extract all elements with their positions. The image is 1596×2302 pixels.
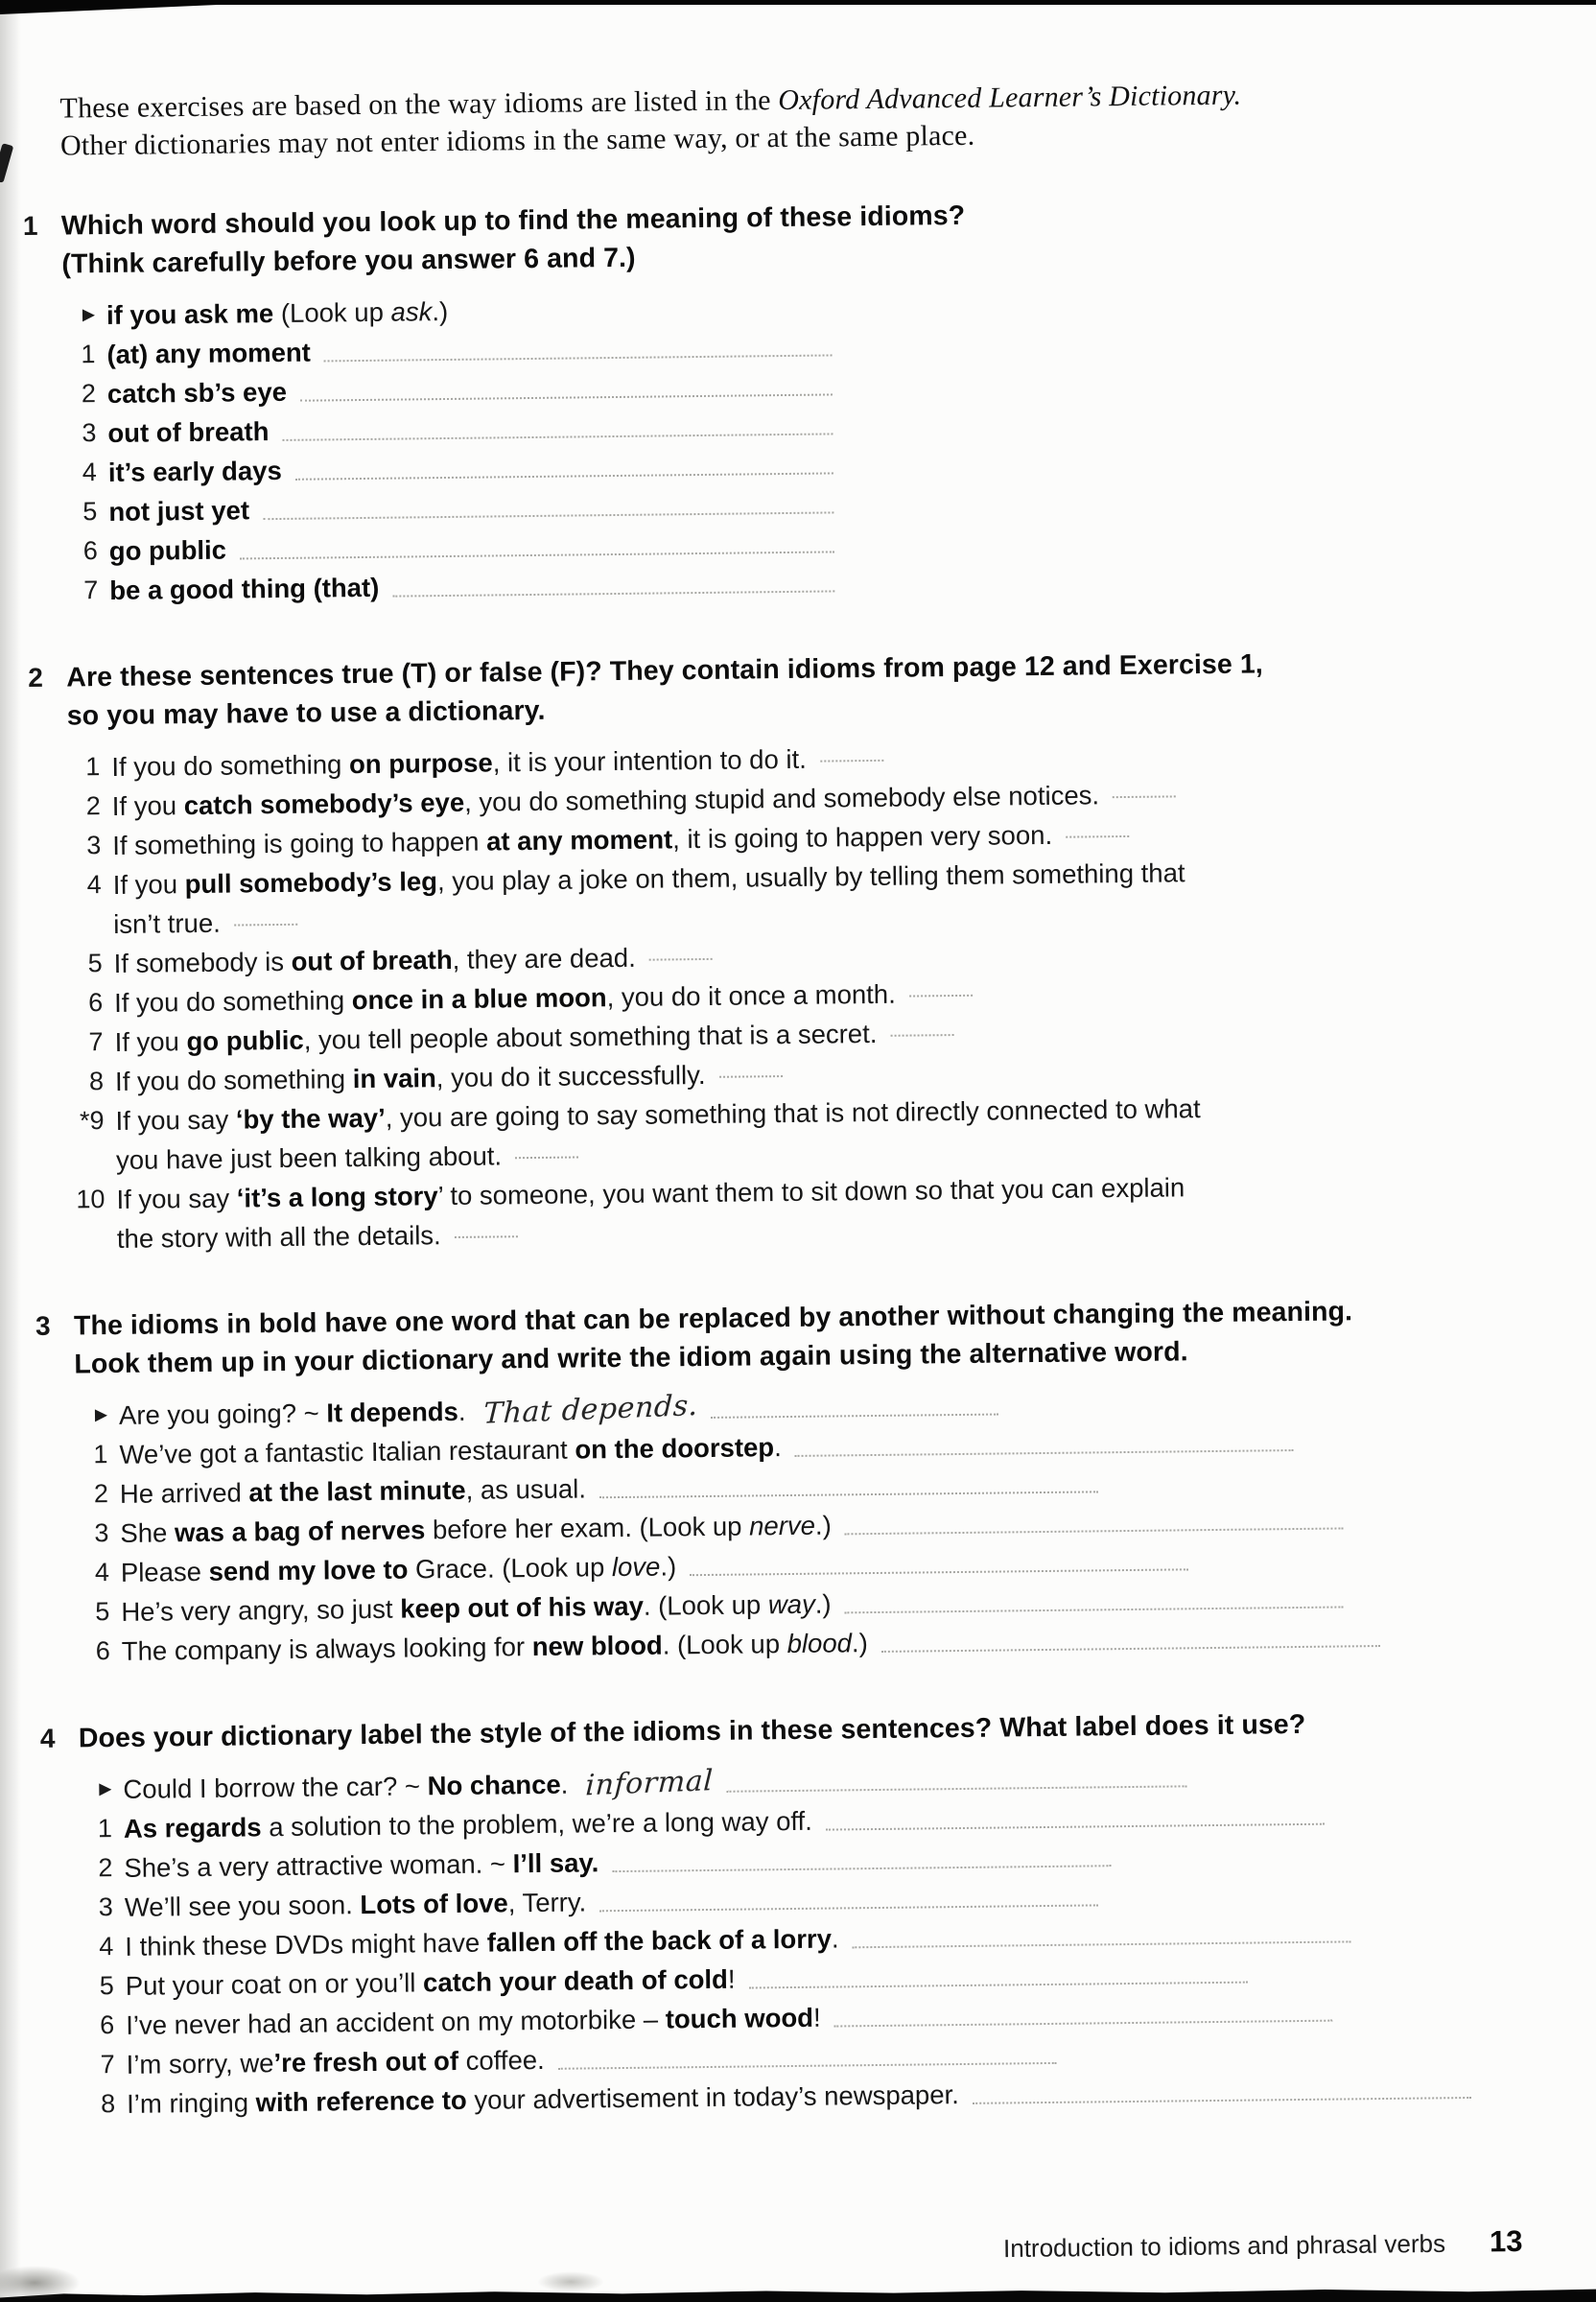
item-text	[126, 1960, 736, 2006]
item-number: 4	[99, 1932, 114, 1961]
exercise-items	[75, 1379, 1562, 1672]
item-number: 1	[85, 752, 101, 782]
text-segment: out of breath	[291, 944, 453, 976]
item-number: 6	[95, 1636, 110, 1666]
text-segment: .)	[814, 1588, 832, 1619]
text-segment: Which word should you look up to find the meaning of these idioms?	[60, 200, 966, 242]
text-segment: new blood	[531, 1630, 663, 1662]
answer-line	[826, 1823, 1325, 1831]
text-segment: isn’t true.	[113, 907, 221, 939]
item-text	[106, 333, 311, 374]
item-text	[120, 1506, 832, 1553]
text-segment: .	[773, 1432, 782, 1463]
item-number: 1	[93, 1440, 108, 1469]
text-segment: If you do something	[113, 985, 352, 1018]
text-segment: your advertisement in today’s newspaper.	[466, 2079, 959, 2115]
item-number: 3	[98, 1892, 114, 1922]
text-segment: The idioms in bold have one word that can be replaced by another without changing the meaning.	[73, 1296, 1353, 1342]
text-segment: If something is going to happen	[112, 826, 487, 860]
text-segment: go public	[186, 1024, 304, 1057]
answer-line	[599, 1491, 1098, 1498]
item-number: 8	[88, 1067, 105, 1096]
text-segment: , you play a joke on them, usually by telling them something that	[436, 857, 1185, 897]
text-segment: the story with all the details.	[116, 1220, 441, 1254]
text-segment: .)	[432, 295, 449, 327]
text-segment: She’s a very attractive woman. ~	[124, 1848, 513, 1883]
item-number: 6	[82, 536, 98, 566]
exercise-items	[67, 731, 1558, 1259]
item-text	[107, 411, 270, 453]
text-segment: go public	[108, 534, 227, 566]
text-segment: before her exam. (Look up	[425, 1511, 750, 1545]
answer-line	[392, 590, 834, 597]
text-segment: ask	[390, 296, 433, 327]
text-segment: If you	[112, 869, 185, 900]
bottom-edge-strip	[0, 2285, 1596, 2302]
item-number: 7	[100, 2050, 115, 2079]
answer-line	[234, 924, 297, 927]
item-number: 5	[87, 949, 103, 978]
item-text	[108, 490, 249, 531]
answer-line	[712, 1414, 999, 1419]
exercise-3	[35, 1290, 1562, 1672]
exercise-number: 2	[28, 662, 44, 693]
answer-line	[263, 511, 833, 520]
text-segment: Put your coat on or you’ll	[125, 1967, 424, 2001]
item-number: 3	[82, 418, 97, 448]
intro-paragraph	[59, 73, 1545, 165]
item-row	[65, 562, 844, 610]
text-segment: with reference to	[255, 2084, 467, 2118]
answer-line	[1113, 795, 1176, 798]
answer-line	[909, 995, 973, 998]
text-segment: I’ll say.	[512, 1847, 599, 1879]
text-segment: Please	[120, 1556, 209, 1587]
item-text	[121, 1546, 677, 1592]
text-segment: , as usual.	[465, 1473, 587, 1505]
item-text	[115, 1089, 1201, 1180]
item-number: 2	[81, 379, 97, 409]
text-segment: on purpose	[348, 747, 493, 780]
item-number: 3	[86, 831, 102, 860]
text-segment: was a bag of nerves	[174, 1515, 426, 1548]
item-text	[119, 1389, 698, 1435]
answer-line	[240, 551, 834, 559]
text-segment: Are you going? ~	[118, 1398, 327, 1430]
item-text	[109, 530, 227, 571]
item-text	[120, 1468, 586, 1514]
item-number: 7	[83, 576, 99, 605]
text-segment: If you say	[115, 1104, 237, 1136]
item-number: 1	[81, 340, 96, 369]
text-segment: , you do something stupid and somebody else notices.	[463, 780, 1100, 817]
answer-line	[845, 1527, 1344, 1535]
text-segment: on the doorstep	[575, 1432, 775, 1465]
exercise-title	[79, 1703, 1563, 1758]
text-segment: pull somebody’s leg	[184, 866, 438, 900]
text-segment: I’m sorry, we	[126, 2048, 274, 2079]
answer-line	[881, 1645, 1380, 1653]
answer-line	[283, 433, 833, 441]
answer-line	[749, 1982, 1248, 1989]
item-number: 1	[97, 1814, 113, 1844]
footer-section-title: Introduction to idioms and phrasal verbs	[1003, 2228, 1446, 2264]
text-segment: , you do it successfully.	[435, 1059, 706, 1093]
answer-line	[1066, 835, 1129, 838]
item-number: 6	[100, 2010, 115, 2040]
item-number: *9	[79, 1106, 105, 1136]
answer-line	[612, 1865, 1111, 1872]
text-segment: blood	[786, 1628, 853, 1659]
text-segment: , Terry.	[507, 1887, 587, 1918]
text-segment: I’ve never had an accident on my motorbike –	[126, 2004, 666, 2040]
text-segment: Does your dictionary label the style of the idioms in these sentences? What label does it use?	[78, 1708, 1306, 1754]
text-segment: If you do something	[114, 1064, 353, 1096]
text-segment: These exercises are based on the way idioms are listed in the	[59, 84, 779, 125]
item-number: 4	[86, 870, 102, 900]
text-segment: coffee.	[458, 2044, 545, 2076]
answer-line	[973, 2097, 1471, 2104]
exercise-1	[23, 190, 1551, 611]
text-segment: catch sb’s eye	[106, 376, 288, 410]
text-segment: catch your death of cold	[422, 1963, 729, 1998]
text-segment: We’ve got a fantastic Italian restaurant	[119, 1434, 575, 1469]
text-segment: If you say	[116, 1183, 237, 1214]
answer-line	[890, 1034, 953, 1037]
text-segment: so you may have to use a dictionary.	[66, 694, 546, 732]
item-text	[126, 1998, 821, 2045]
text-segment: Could I borrow the car? ~	[123, 1771, 428, 1804]
answer-line	[324, 354, 833, 362]
item-number: 7	[88, 1027, 104, 1057]
item-text	[113, 937, 713, 983]
text-segment: Look them up in your dictionary and write the idiom again using the alternative word.	[74, 1336, 1188, 1380]
text-segment: .	[831, 1923, 839, 1954]
handwritten-answer: That depends.	[481, 1388, 699, 1431]
item-number: 2	[98, 1853, 113, 1883]
item-text	[124, 1801, 812, 1848]
text-segment: We’ll see you soon.	[124, 1890, 361, 1922]
exercise-number: 1	[22, 210, 38, 241]
item-text	[113, 853, 1186, 944]
text-segment: .	[560, 1769, 569, 1799]
answer-line	[295, 472, 833, 480]
text-segment: The company is always looking for	[121, 1632, 532, 1666]
item-text	[127, 2075, 959, 2124]
answer-line	[820, 760, 883, 763]
text-segment: It depends	[326, 1396, 459, 1428]
text-segment: Grace. (Look up	[408, 1552, 613, 1585]
page-footer	[1003, 2224, 1523, 2265]
text-segment: !	[812, 2002, 821, 2032]
exercise-body	[79, 1703, 1568, 2125]
item-number: 3	[94, 1518, 109, 1548]
item-text	[126, 2040, 544, 2084]
text-segment: be a good thing (that)	[109, 572, 380, 605]
text-segment: nerve	[748, 1510, 816, 1541]
text-segment: Are these sentences true (T) or false (F)? They contain idioms from page 12 and Exercise 1,	[66, 648, 1264, 693]
text-segment: Other dictionaries may not enter idioms in the same way, or at the same place.	[59, 119, 975, 162]
text-segment: , it is your intention to do it.	[492, 743, 807, 778]
page-left-edge-shadow	[0, 0, 21, 2302]
item-text	[123, 1763, 713, 1809]
text-segment: out of breath	[107, 416, 270, 448]
item-number: 8	[100, 2089, 116, 2119]
item-text	[107, 372, 287, 413]
item-text	[106, 292, 449, 335]
exercise-items	[79, 1753, 1567, 2125]
item-number: 5	[99, 1971, 114, 2001]
text-segment: catch somebody’s eye	[183, 787, 465, 821]
text-segment: .)	[814, 1510, 832, 1540]
text-segment: ‘by the way’	[235, 1102, 386, 1135]
text-segment: send my love to	[208, 1554, 409, 1586]
text-segment: I’m ringing	[126, 2087, 256, 2119]
text-segment: ’ to someone, you want them to sit down so that you can explain	[437, 1172, 1185, 1211]
text-segment: way	[767, 1588, 815, 1620]
answer-line	[649, 958, 713, 961]
text-segment: No chance	[427, 1769, 561, 1801]
text-segment: .)	[851, 1628, 868, 1658]
text-segment: in vain	[352, 1063, 436, 1094]
scan-smudge	[537, 2271, 604, 2292]
exercise-items	[62, 287, 845, 610]
item-number: 4	[82, 458, 98, 487]
item-number: 2	[85, 791, 101, 821]
text-segment: , they are dead.	[452, 942, 636, 975]
answer-line	[845, 1606, 1344, 1613]
text-segment: ‘it’s a long story	[236, 1181, 438, 1213]
text-segment: ’re fresh out of	[273, 2045, 459, 2079]
exercise-2	[28, 642, 1558, 1259]
text-segment: a solution to the problem, we’re a long way off.	[261, 1805, 812, 1843]
text-segment: at the last minute	[248, 1474, 466, 1508]
item-text	[116, 1167, 1185, 1258]
text-segment: I think these DVDs might have	[125, 1927, 488, 1961]
text-segment: , you tell people about something that is a secret.	[303, 1018, 878, 1055]
text-segment: love	[611, 1551, 661, 1583]
text-segment: Oxford Advanced Learner’s Dictionary.	[778, 79, 1242, 117]
answer-line	[795, 1449, 1294, 1457]
text-segment: not just yet	[108, 495, 250, 527]
exercise-title	[61, 190, 1547, 284]
item-row	[72, 1163, 1558, 1259]
exercise-body	[74, 1290, 1562, 1672]
page-content	[21, 44, 1567, 2125]
item-text	[108, 451, 282, 492]
answer-line	[690, 1568, 1188, 1576]
text-segment: If you	[114, 1026, 187, 1057]
exercise-title	[74, 1290, 1560, 1384]
text-segment: , it is going to happen very soon.	[672, 819, 1053, 855]
item-number: 5	[95, 1597, 110, 1627]
text-segment: you have just been talking about.	[115, 1140, 503, 1175]
text-segment: . (Look up	[662, 1629, 787, 1660]
answer-line	[300, 393, 833, 401]
text-segment: (Think carefully before you answer 6 and 7.)	[61, 242, 636, 280]
exercise-body	[61, 190, 1551, 611]
item-text	[119, 1427, 782, 1474]
answer-line	[455, 1235, 518, 1238]
text-segment: , you are going to say something that is not directly connected to what	[385, 1093, 1201, 1133]
text-segment: (at) any moment	[106, 337, 312, 370]
example-arrow-icon: ▶	[99, 1779, 112, 1798]
text-segment: She	[120, 1517, 176, 1548]
item-number: 6	[87, 988, 104, 1018]
text-segment: once in a blue moon	[351, 982, 607, 1016]
exercise-number: 4	[39, 1723, 56, 1753]
text-segment: .	[458, 1396, 466, 1426]
answer-line	[727, 1785, 1187, 1792]
text-segment: at any moment	[485, 824, 673, 857]
text-segment: Lots of love	[360, 1888, 508, 1920]
handwritten-answer: informal	[584, 1764, 715, 1803]
text-segment: He arrived	[119, 1477, 249, 1509]
answer-line	[599, 1904, 1098, 1912]
item-text	[125, 1882, 587, 1926]
text-segment: it’s early days	[107, 455, 282, 487]
text-segment: if you ask me	[106, 298, 274, 331]
text-segment: touch wood	[665, 2002, 814, 2034]
exercise-body	[66, 642, 1558, 1259]
exercises-list	[23, 190, 1568, 2125]
item-text	[122, 1623, 868, 1671]
answer-line	[853, 1940, 1351, 1948]
example-arrow-icon: ▶	[82, 305, 96, 324]
item-number: 10	[76, 1185, 106, 1214]
top-edge-wedge	[0, 0, 326, 14]
exercise-title	[66, 642, 1552, 736]
exercise-4	[40, 1703, 1568, 2125]
answer-line	[558, 2062, 1057, 2070]
item-number: 5	[82, 497, 98, 527]
footer-page-number: 13	[1490, 2223, 1524, 2259]
text-segment: If you	[111, 790, 184, 821]
exercise-number: 3	[35, 1310, 51, 1341]
text-segment: As regards	[123, 1812, 262, 1844]
text-segment: He’s very angry, so just	[121, 1593, 401, 1627]
text-segment: (Look up	[273, 296, 391, 329]
item-number: 2	[93, 1479, 109, 1509]
text-segment: !	[727, 1963, 736, 1994]
text-segment: keep out of his way	[400, 1590, 645, 1624]
text-segment: .)	[660, 1551, 677, 1582]
answer-line	[719, 1075, 783, 1078]
text-segment: . (Look up	[643, 1589, 769, 1621]
item-text	[124, 1843, 598, 1888]
answer-line	[834, 2020, 1333, 2028]
text-segment: If somebody is	[113, 946, 292, 978]
text-segment: If you do something	[111, 749, 350, 782]
answer-line	[515, 1156, 578, 1159]
example-arrow-icon: ▶	[94, 1405, 108, 1424]
text-segment: fallen off the back of a lorry	[486, 1923, 833, 1958]
item-text	[109, 568, 380, 610]
item-number: 4	[94, 1558, 110, 1587]
text-segment: , you do it once a month.	[606, 978, 896, 1013]
